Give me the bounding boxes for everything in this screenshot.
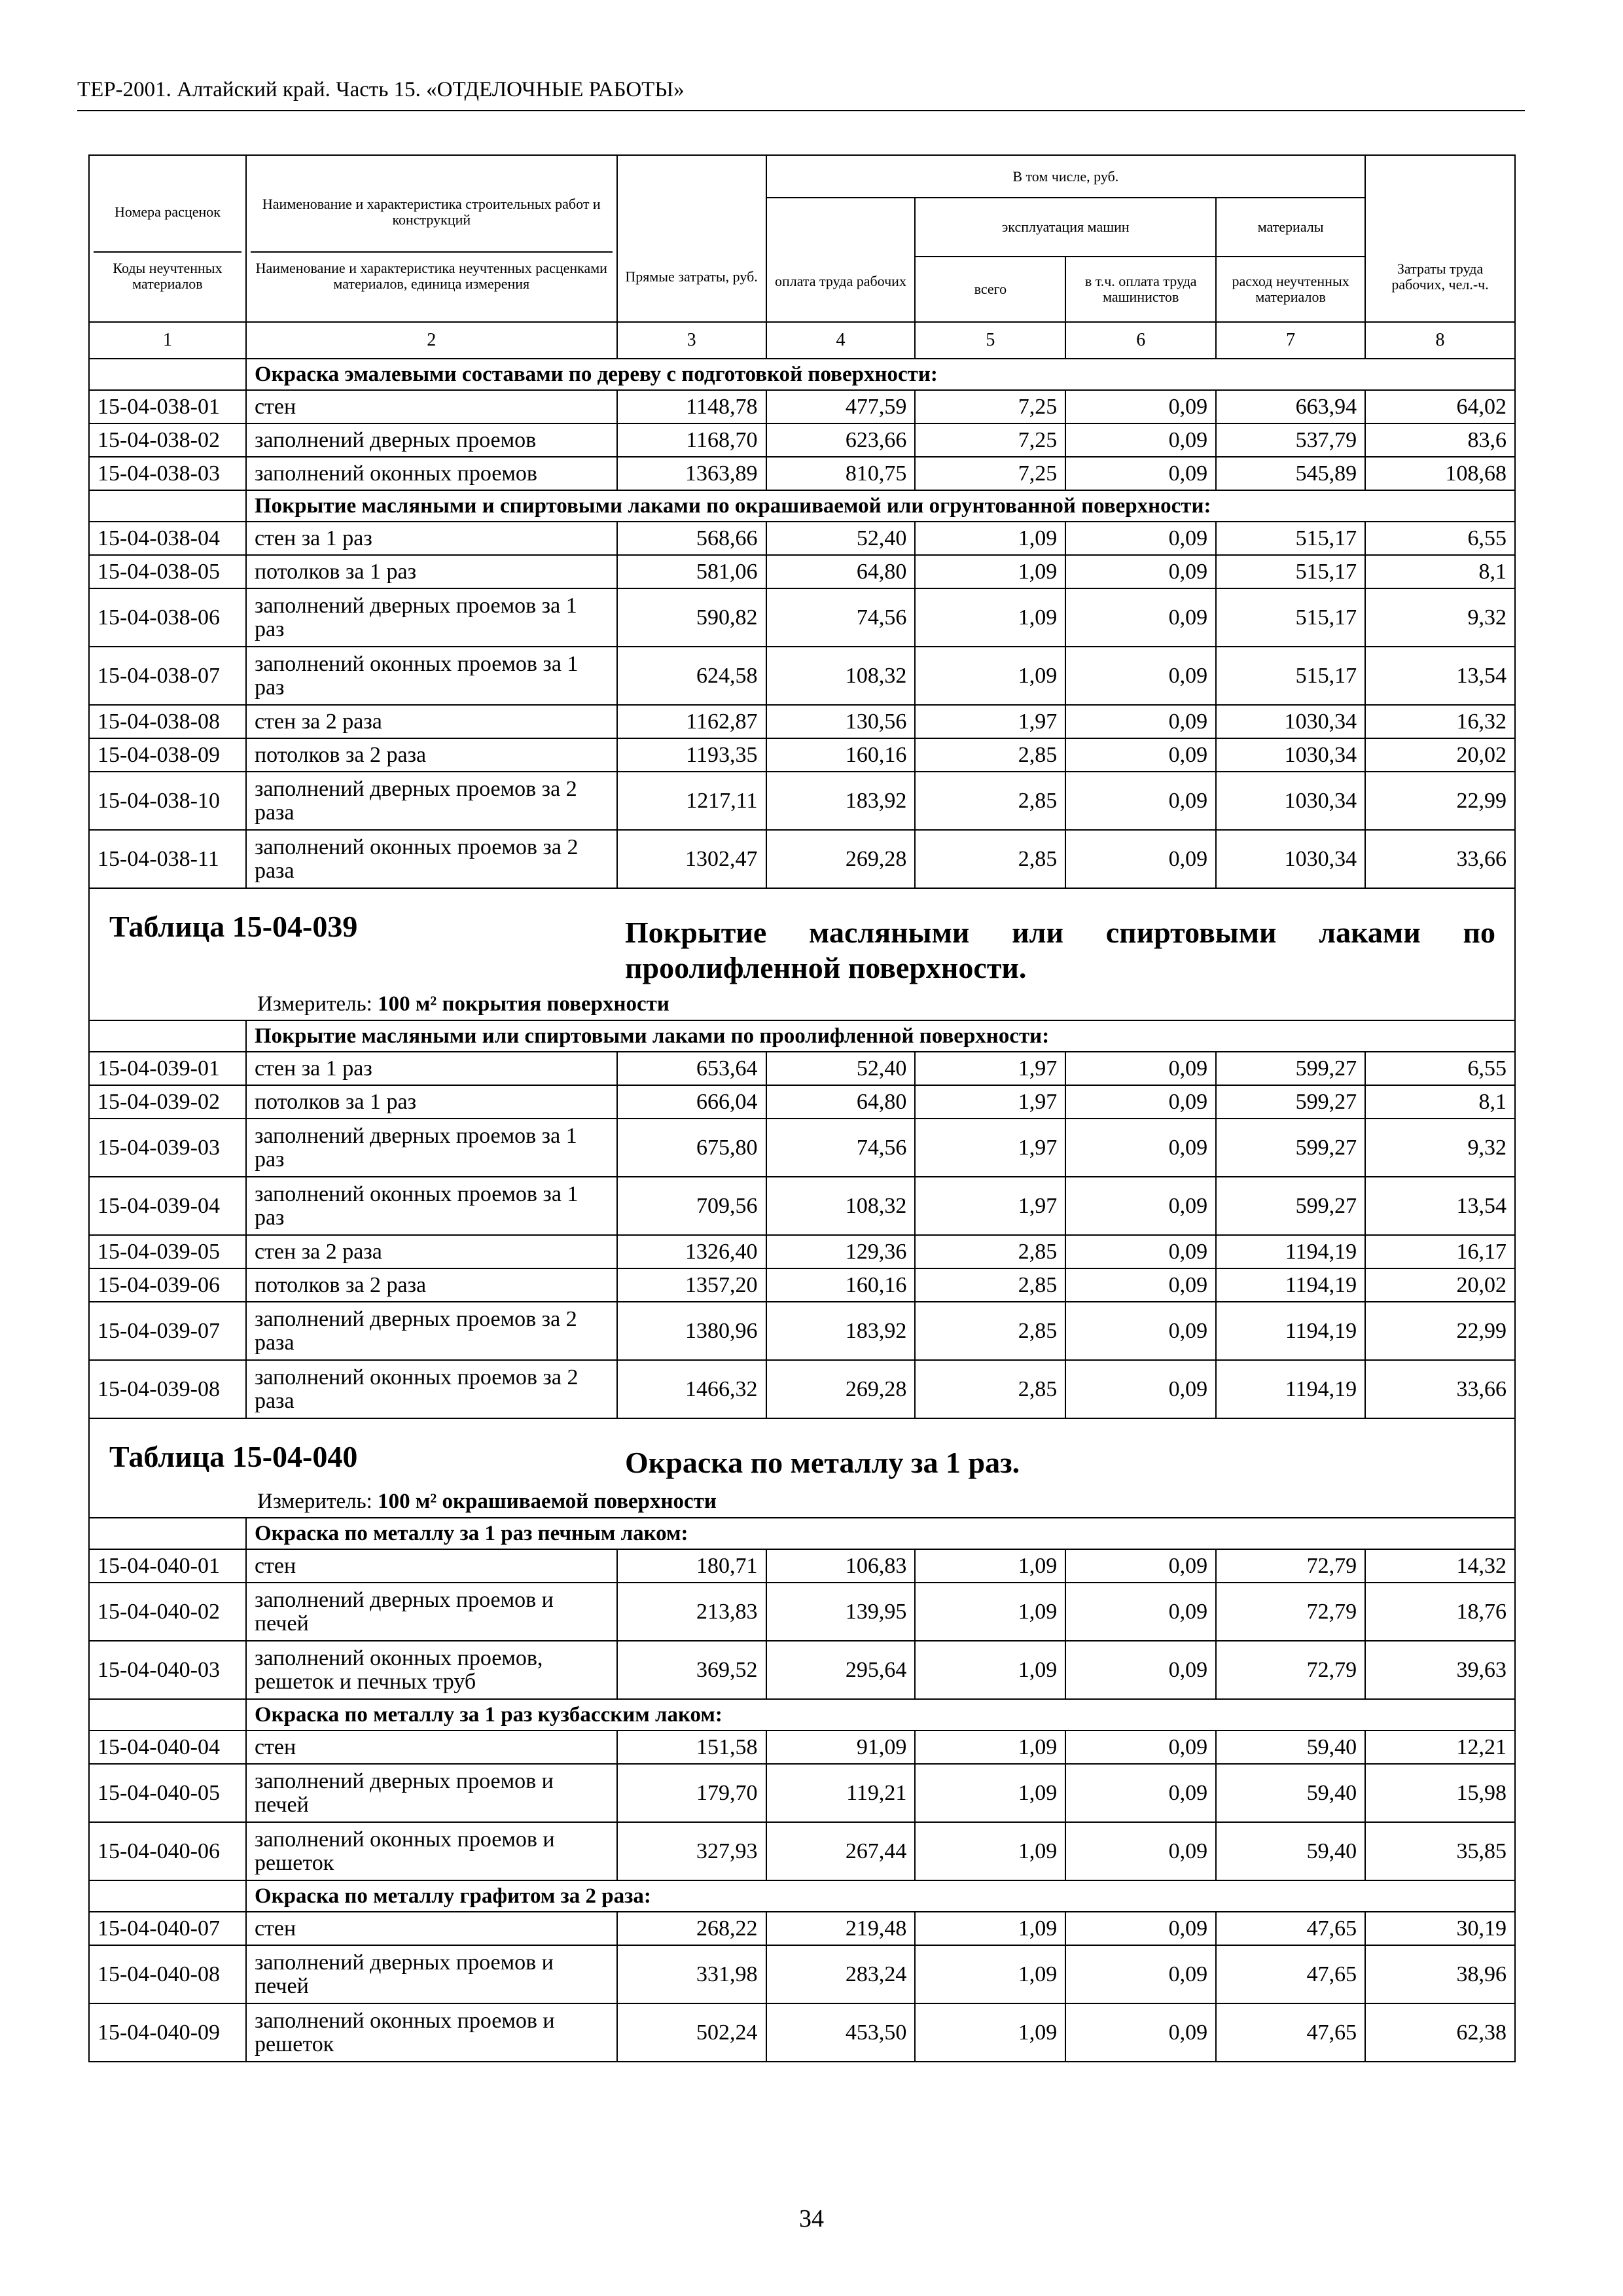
machinist-pay: 0,09 — [1065, 830, 1216, 888]
materials-uncounted: 515,17 — [1216, 555, 1365, 588]
labor-pay: 295,64 — [766, 1641, 916, 1699]
col-materials-uncounted: расход неучтенных материалов — [1216, 257, 1365, 322]
machines-total: 1,09 — [915, 1822, 1065, 1880]
table-title: Покрытие масляными или спиртовыми лаками по проолифленной поверхности. — [625, 916, 1495, 984]
machines-total: 1,09 — [915, 1731, 1065, 1764]
machinist-pay: 0,09 — [1065, 1912, 1216, 1945]
table-row — [89, 830, 1515, 888]
labor-pay: 74,56 — [766, 1119, 916, 1177]
table-row — [89, 1549, 1515, 1583]
col-machines-total: всего — [915, 257, 1065, 322]
direct-costs: 1326,40 — [617, 1235, 766, 1268]
section-heading: Покрытие масляными и спиртовыми лаками по окрашиваемой или огрунтованной поверхности: — [246, 490, 1515, 522]
machines-total: 1,09 — [915, 1945, 1065, 2003]
measure-value: 100 м² покрытия поверхности — [378, 992, 669, 1016]
table-row — [89, 647, 1515, 705]
work-name: заполнений дверных проемов — [246, 423, 617, 457]
work-name: заполнений оконных проемов за 1 раз — [246, 647, 617, 705]
machinist-pay: 0,09 — [1065, 1731, 1216, 1764]
rate-code: 15-04-039-06 — [89, 1268, 246, 1302]
labor-costs: 8,1 — [1365, 555, 1515, 588]
work-name: потолков за 1 раз — [246, 1085, 617, 1119]
labor-costs: 33,66 — [1365, 1360, 1515, 1418]
machines-total: 2,85 — [915, 1360, 1065, 1418]
materials-uncounted: 47,65 — [1216, 1945, 1365, 2003]
rate-code: 15-04-039-08 — [89, 1360, 246, 1418]
rate-code: 15-04-038-02 — [89, 423, 246, 457]
col-number: 2 — [246, 322, 617, 359]
machines-total: 2,85 — [915, 772, 1065, 830]
machinist-pay: 0,09 — [1065, 1549, 1216, 1583]
labor-pay: 267,44 — [766, 1822, 916, 1880]
machinist-pay: 0,09 — [1065, 1119, 1216, 1177]
col-in-that-number: В том числе, руб. — [766, 155, 1366, 198]
labor-pay: 108,32 — [766, 647, 916, 705]
table-row — [89, 705, 1515, 738]
col-number: 1 — [89, 322, 246, 359]
labor-costs: 22,99 — [1365, 772, 1515, 830]
direct-costs: 151,58 — [617, 1731, 766, 1764]
col-name-top: Наименование и характеристика строительных работ и конструкций — [262, 196, 601, 228]
machines-total: 2,85 — [915, 1268, 1065, 1302]
table-row — [89, 2003, 1515, 2062]
materials-uncounted: 515,17 — [1216, 588, 1365, 647]
direct-costs: 268,22 — [617, 1912, 766, 1945]
labor-pay: 64,80 — [766, 1085, 916, 1119]
direct-costs: 666,04 — [617, 1085, 766, 1119]
rate-code: 15-04-038-04 — [89, 522, 246, 555]
direct-costs: 590,82 — [617, 588, 766, 647]
table-row — [89, 423, 1515, 457]
materials-uncounted: 47,65 — [1216, 2003, 1365, 2062]
machines-total: 1,09 — [915, 588, 1065, 647]
machines-total: 1,09 — [915, 2003, 1065, 2062]
rate-code: 15-04-040-01 — [89, 1549, 246, 1583]
machinist-pay: 0,09 — [1065, 647, 1216, 705]
materials-uncounted: 72,79 — [1216, 1583, 1365, 1641]
work-name: потолков за 1 раз — [246, 555, 617, 588]
machinist-pay: 0,09 — [1065, 705, 1216, 738]
materials-uncounted: 515,17 — [1216, 522, 1365, 555]
table-row — [89, 1302, 1515, 1360]
table-row — [89, 1177, 1515, 1235]
direct-costs: 331,98 — [617, 1945, 766, 2003]
direct-costs: 327,93 — [617, 1822, 766, 1880]
direct-costs: 568,66 — [617, 522, 766, 555]
rate-code: 15-04-038-11 — [89, 830, 246, 888]
table-measure — [257, 992, 669, 1016]
direct-costs: 1217,11 — [617, 772, 766, 830]
machines-total: 1,09 — [915, 647, 1065, 705]
table-row — [89, 555, 1515, 588]
machinist-pay: 0,09 — [1065, 390, 1216, 423]
labor-pay: 269,28 — [766, 1360, 916, 1418]
labor-pay: 52,40 — [766, 1052, 916, 1085]
table-row — [89, 1822, 1515, 1880]
direct-costs: 369,52 — [617, 1641, 766, 1699]
table-row — [89, 1360, 1515, 1418]
labor-pay: 108,32 — [766, 1177, 916, 1235]
table-title: Окраска по металлу за 1 раз. — [625, 1446, 1020, 1479]
section-heading: Покрытие масляными или спиртовыми лаками по проолифленной поверхности: — [246, 1020, 1515, 1052]
work-name: заполнений дверных проемов за 2 раза — [246, 772, 617, 830]
table-row — [89, 390, 1515, 423]
labor-pay: 119,21 — [766, 1764, 916, 1822]
direct-costs: 624,58 — [617, 647, 766, 705]
labor-costs: 83,6 — [1365, 423, 1515, 457]
machinist-pay: 0,09 — [1065, 1822, 1216, 1880]
section-heading: Окраска по металлу за 1 раз печным лаком: — [246, 1518, 1515, 1549]
labor-costs: 22,99 — [1365, 1302, 1515, 1360]
labor-pay: 52,40 — [766, 522, 916, 555]
machines-total: 7,25 — [915, 423, 1065, 457]
labor-costs: 15,98 — [1365, 1764, 1515, 1822]
direct-costs: 180,71 — [617, 1549, 766, 1583]
direct-costs: 1357,20 — [617, 1268, 766, 1302]
table-row — [89, 457, 1515, 490]
table-row — [89, 1085, 1515, 1119]
rate-code: 15-04-039-04 — [89, 1177, 246, 1235]
materials-uncounted: 1030,34 — [1216, 772, 1365, 830]
rate-code: 15-04-038-06 — [89, 588, 246, 647]
labor-pay: 219,48 — [766, 1912, 916, 1945]
machines-total: 1,09 — [915, 555, 1065, 588]
table-caption-039 — [89, 888, 1515, 1020]
table-row — [89, 1583, 1515, 1641]
work-name: стен — [246, 1731, 617, 1764]
labor-costs: 20,02 — [1365, 738, 1515, 772]
machines-total: 7,25 — [915, 390, 1065, 423]
work-name: стен за 2 раза — [246, 1235, 617, 1268]
machines-total: 1,09 — [915, 1912, 1065, 1945]
labor-costs: 8,1 — [1365, 1085, 1515, 1119]
direct-costs: 1193,35 — [617, 738, 766, 772]
labor-costs: 9,32 — [1365, 588, 1515, 647]
machines-total: 1,09 — [915, 1764, 1065, 1822]
work-name: заполнений дверных проемов за 1 раз — [246, 1119, 617, 1177]
table-row — [89, 1052, 1515, 1085]
materials-uncounted: 599,27 — [1216, 1177, 1365, 1235]
col-number: 3 — [617, 322, 766, 359]
labor-costs: 30,19 — [1365, 1912, 1515, 1945]
labor-pay: 106,83 — [766, 1549, 916, 1583]
rate-code: 15-04-038-07 — [89, 647, 246, 705]
labor-pay: 64,80 — [766, 555, 916, 588]
labor-costs: 6,55 — [1365, 1052, 1515, 1085]
labor-pay: 139,95 — [766, 1583, 916, 1641]
rate-code: 15-04-038-10 — [89, 772, 246, 830]
work-name: заполнений дверных проемов и печей — [246, 1945, 617, 2003]
section-heading: Окраска эмалевыми составами по дереву с подготовкой поверхности: — [246, 359, 1515, 390]
machinist-pay: 0,09 — [1065, 1268, 1216, 1302]
col-code-bottom: Коды неучтенных материалов — [94, 251, 241, 312]
col-machines: эксплуатация машин — [915, 198, 1216, 257]
direct-costs: 502,24 — [617, 2003, 766, 2062]
rate-code: 15-04-040-02 — [89, 1583, 246, 1641]
rate-code: 15-04-038-09 — [89, 738, 246, 772]
machines-total: 1,09 — [915, 1583, 1065, 1641]
materials-uncounted: 1030,34 — [1216, 738, 1365, 772]
work-name: заполнений оконных проемов и решеток — [246, 2003, 617, 2062]
rate-code: 15-04-040-06 — [89, 1822, 246, 1880]
labor-costs: 38,96 — [1365, 1945, 1515, 2003]
machinist-pay: 0,09 — [1065, 555, 1216, 588]
materials-uncounted: 537,79 — [1216, 423, 1365, 457]
materials-uncounted: 599,27 — [1216, 1119, 1365, 1177]
materials-uncounted: 1030,34 — [1216, 705, 1365, 738]
work-name: заполнений оконных проемов — [246, 457, 617, 490]
labor-pay: 623,66 — [766, 423, 916, 457]
machines-total: 2,85 — [915, 1302, 1065, 1360]
labor-costs: 108,68 — [1365, 457, 1515, 490]
machinist-pay: 0,09 — [1065, 588, 1216, 647]
materials-uncounted: 515,17 — [1216, 647, 1365, 705]
labor-costs: 64,02 — [1365, 390, 1515, 423]
work-name: заполнений оконных проемов, решеток и печных труб — [246, 1641, 617, 1699]
labor-costs: 62,38 — [1365, 2003, 1515, 2062]
direct-costs: 1302,47 — [617, 830, 766, 888]
table-row — [89, 1945, 1515, 2003]
work-name: стен — [246, 1549, 617, 1583]
machines-total: 7,25 — [915, 457, 1065, 490]
rate-code: 15-04-040-08 — [89, 1945, 246, 2003]
materials-uncounted: 59,40 — [1216, 1764, 1365, 1822]
col-number: 7 — [1216, 322, 1365, 359]
col-name-bottom: Наименование и характеристика неучтенных расценками материалов, единица измерения — [251, 251, 613, 312]
table-row — [89, 772, 1515, 830]
labor-costs: 18,76 — [1365, 1583, 1515, 1641]
machinist-pay: 0,09 — [1065, 1945, 1216, 2003]
direct-costs: 1168,70 — [617, 423, 766, 457]
machinist-pay: 0,09 — [1065, 423, 1216, 457]
labor-costs: 13,54 — [1365, 647, 1515, 705]
labor-costs: 14,32 — [1365, 1549, 1515, 1583]
rate-code: 15-04-038-01 — [89, 390, 246, 423]
direct-costs: 1466,32 — [617, 1360, 766, 1418]
measure-label: Измеритель: — [257, 1490, 378, 1513]
machines-total: 1,09 — [915, 1641, 1065, 1699]
labor-costs: 9,32 — [1365, 1119, 1515, 1177]
section-heading: Окраска по металлу за 1 раз кузбасским лаком: — [246, 1699, 1515, 1731]
table-id: Таблица 15-04-040 — [109, 1440, 358, 1473]
machinist-pay: 0,09 — [1065, 1302, 1216, 1360]
labor-pay: 453,50 — [766, 2003, 916, 2062]
rate-code: 15-04-039-03 — [89, 1119, 246, 1177]
labor-costs: 13,54 — [1365, 1177, 1515, 1235]
materials-uncounted: 663,94 — [1216, 390, 1365, 423]
work-name: потолков за 2 раза — [246, 1268, 617, 1302]
table-row — [89, 1641, 1515, 1699]
direct-costs: 1380,96 — [617, 1302, 766, 1360]
materials-uncounted: 72,79 — [1216, 1549, 1365, 1583]
header-codes — [89, 155, 246, 322]
work-name: стен — [246, 1912, 617, 1945]
rate-code: 15-04-038-03 — [89, 457, 246, 490]
machinist-pay: 0,09 — [1065, 1360, 1216, 1418]
rate-code: 15-04-039-05 — [89, 1235, 246, 1268]
direct-costs: 653,64 — [617, 1052, 766, 1085]
rate-code: 15-04-040-03 — [89, 1641, 246, 1699]
measure-label: Измеритель: — [257, 992, 378, 1016]
machines-total: 1,97 — [915, 1119, 1065, 1177]
section-heading: Окраска по металлу графитом за 2 раза: — [246, 1880, 1515, 1912]
machines-total: 1,97 — [915, 705, 1065, 738]
work-name: стен за 1 раз — [246, 522, 617, 555]
labor-pay: 477,59 — [766, 390, 916, 423]
rate-code: 15-04-038-08 — [89, 705, 246, 738]
labor-pay: 183,92 — [766, 772, 916, 830]
labor-pay: 74,56 — [766, 588, 916, 647]
materials-uncounted: 599,27 — [1216, 1052, 1365, 1085]
work-name: заполнений оконных проемов за 1 раз — [246, 1177, 617, 1235]
direct-costs: 1148,78 — [617, 390, 766, 423]
materials-uncounted: 1194,19 — [1216, 1360, 1365, 1418]
labor-costs: 16,17 — [1365, 1235, 1515, 1268]
machinist-pay: 0,09 — [1065, 1641, 1216, 1699]
work-name: стен — [246, 390, 617, 423]
machinist-pay: 0,09 — [1065, 2003, 1216, 2062]
labor-pay: 810,75 — [766, 457, 916, 490]
machines-total: 1,97 — [915, 1177, 1065, 1235]
col-materials: материалы — [1216, 198, 1365, 257]
work-name: заполнений дверных проемов за 1 раз — [246, 588, 617, 647]
materials-uncounted: 1194,19 — [1216, 1235, 1365, 1268]
rate-code: 15-04-040-05 — [89, 1764, 246, 1822]
work-name: заполнений оконных проемов и решеток — [246, 1822, 617, 1880]
rate-code: 15-04-039-01 — [89, 1052, 246, 1085]
machines-total: 1,09 — [915, 522, 1065, 555]
running-header: ТЕР-2001. Алтайский край. Часть 15. «ОТДЕЛОЧНЫЕ РАБОТЫ» — [77, 73, 1525, 111]
machines-total: 2,85 — [915, 738, 1065, 772]
rate-code: 15-04-038-05 — [89, 555, 246, 588]
price-table — [88, 154, 1516, 2062]
machinist-pay: 0,09 — [1065, 522, 1216, 555]
machines-total: 2,85 — [915, 1235, 1065, 1268]
col-number: 5 — [915, 322, 1065, 359]
labor-pay: 91,09 — [766, 1731, 916, 1764]
direct-costs: 179,70 — [617, 1764, 766, 1822]
table-caption-040 — [89, 1418, 1515, 1518]
table-row — [89, 522, 1515, 555]
work-name: заполнений дверных проемов за 2 раза — [246, 1302, 617, 1360]
table-measure — [257, 1490, 717, 1513]
work-name: заполнений дверных проемов и печей — [246, 1764, 617, 1822]
labor-costs: 20,02 — [1365, 1268, 1515, 1302]
labor-costs: 33,66 — [1365, 830, 1515, 888]
direct-costs: 213,83 — [617, 1583, 766, 1641]
direct-costs: 675,80 — [617, 1119, 766, 1177]
header-names — [246, 155, 617, 322]
rate-code: 15-04-040-07 — [89, 1912, 246, 1945]
rate-code: 15-04-039-02 — [89, 1085, 246, 1119]
col-machinist-pay: в т.ч. оплата труда машинистов — [1065, 257, 1216, 322]
labor-pay: 130,56 — [766, 705, 916, 738]
table-row — [89, 1119, 1515, 1177]
table-row — [89, 1235, 1515, 1268]
labor-costs: 35,85 — [1365, 1822, 1515, 1880]
col-direct-costs: Прямые затраты, руб. — [617, 155, 766, 322]
materials-uncounted: 59,40 — [1216, 1822, 1365, 1880]
labor-pay: 160,16 — [766, 738, 916, 772]
materials-uncounted: 545,89 — [1216, 457, 1365, 490]
col-labor-pay: оплата труда рабочих — [766, 198, 916, 322]
machinist-pay: 0,09 — [1065, 772, 1216, 830]
direct-costs: 1363,89 — [617, 457, 766, 490]
materials-uncounted: 1194,19 — [1216, 1268, 1365, 1302]
labor-costs: 39,63 — [1365, 1641, 1515, 1699]
machinist-pay: 0,09 — [1065, 1052, 1216, 1085]
table-row — [89, 588, 1515, 647]
direct-costs: 709,56 — [617, 1177, 766, 1235]
col-number: 8 — [1365, 322, 1515, 359]
materials-uncounted: 599,27 — [1216, 1085, 1365, 1119]
materials-uncounted: 1030,34 — [1216, 830, 1365, 888]
machinist-pay: 0,09 — [1065, 1177, 1216, 1235]
table-row — [89, 1731, 1515, 1764]
rate-code: 15-04-040-09 — [89, 2003, 246, 2062]
labor-costs: 6,55 — [1365, 522, 1515, 555]
work-name: потолков за 2 раза — [246, 738, 617, 772]
labor-costs: 16,32 — [1365, 705, 1515, 738]
work-name: стен за 1 раз — [246, 1052, 617, 1085]
labor-pay: 160,16 — [766, 1268, 916, 1302]
rate-code: 15-04-040-04 — [89, 1731, 246, 1764]
measure-value: 100 м² окрашиваемой поверхности — [378, 1490, 717, 1513]
table-row — [89, 738, 1515, 772]
page-number: 34 — [799, 2205, 824, 2233]
machines-total: 1,97 — [915, 1085, 1065, 1119]
labor-pay: 129,36 — [766, 1235, 916, 1268]
materials-uncounted: 72,79 — [1216, 1641, 1365, 1699]
labor-costs: 12,21 — [1365, 1731, 1515, 1764]
work-name: заполнений оконных проемов за 2 раза — [246, 830, 617, 888]
col-number: 4 — [766, 322, 916, 359]
col-number: 6 — [1065, 322, 1216, 359]
machines-total: 1,09 — [915, 1549, 1065, 1583]
rate-code: 15-04-039-07 — [89, 1302, 246, 1360]
machinist-pay: 0,09 — [1065, 457, 1216, 490]
table-row — [89, 1912, 1515, 1945]
machinist-pay: 0,09 — [1065, 738, 1216, 772]
work-name: стен за 2 раза — [246, 705, 617, 738]
table-row — [89, 1268, 1515, 1302]
direct-costs: 1162,87 — [617, 705, 766, 738]
machines-total: 2,85 — [915, 830, 1065, 888]
labor-pay: 283,24 — [766, 1945, 916, 2003]
labor-pay: 183,92 — [766, 1302, 916, 1360]
machinist-pay: 0,09 — [1065, 1583, 1216, 1641]
table-row — [89, 1764, 1515, 1822]
materials-uncounted: 47,65 — [1216, 1912, 1365, 1945]
work-name: заполнений оконных проемов за 2 раза — [246, 1360, 617, 1418]
machinist-pay: 0,09 — [1065, 1085, 1216, 1119]
work-name: заполнений дверных проемов и печей — [246, 1583, 617, 1641]
materials-uncounted: 1194,19 — [1216, 1302, 1365, 1360]
direct-costs: 581,06 — [617, 555, 766, 588]
labor-pay: 269,28 — [766, 830, 916, 888]
materials-uncounted: 59,40 — [1216, 1731, 1365, 1764]
machinist-pay: 0,09 — [1065, 1235, 1216, 1268]
machines-total: 1,97 — [915, 1052, 1065, 1085]
table-id: Таблица 15-04-039 — [109, 910, 358, 943]
col-labor-costs: Затраты труда рабочих, чел.-ч. — [1365, 155, 1515, 322]
col-code-top: Номера расценок — [115, 204, 221, 220]
machinist-pay: 0,09 — [1065, 1764, 1216, 1822]
